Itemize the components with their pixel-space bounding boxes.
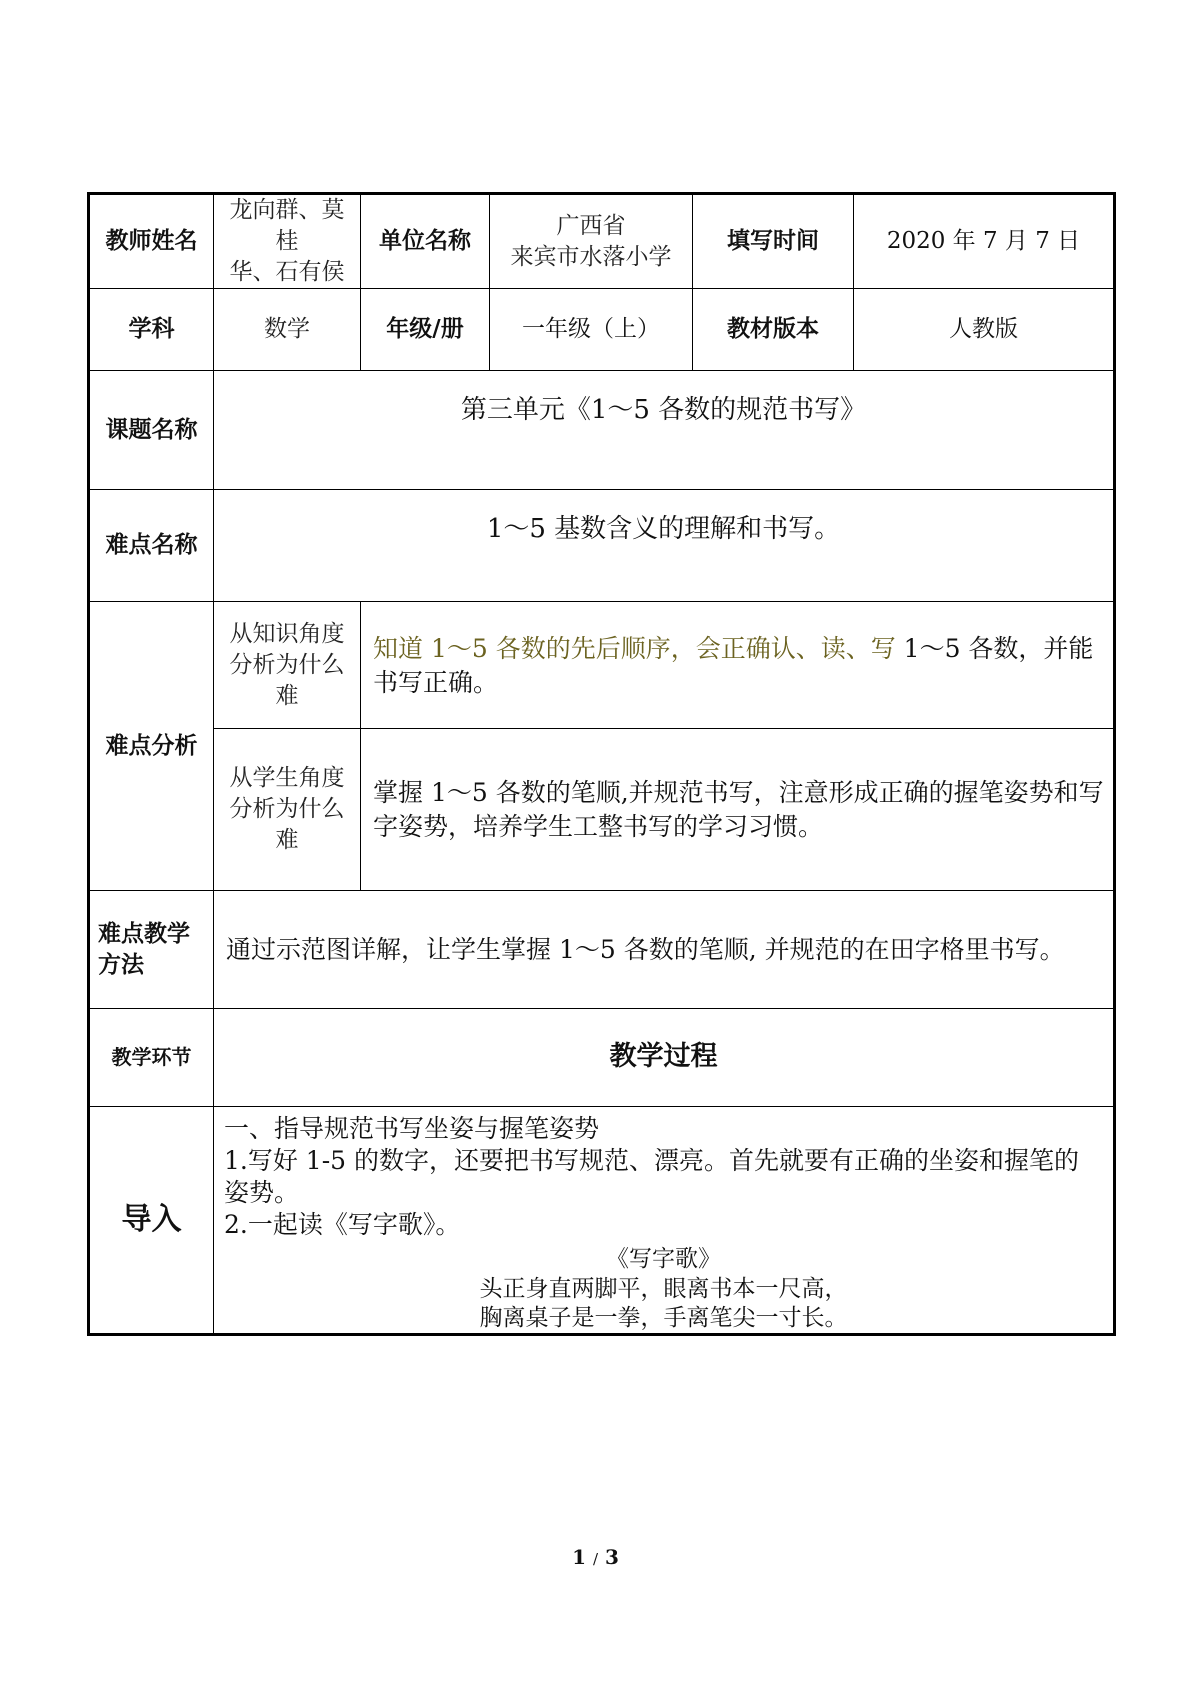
intro-row [89,1107,1115,1335]
unit-label: 单位名称 [361,194,490,289]
intro-line: 一、指导规范书写坐姿与握笔姿势 [224,1114,600,1144]
date-value: 2020 年 7 月 7 日 [854,194,1115,289]
intro-content [214,1107,1115,1335]
page-total: 3 [605,1545,619,1569]
knowledge-perspective-label [214,602,361,729]
knowledge-text-rest: 1～5 各数，并能书写正确。 [373,634,1094,697]
teacher-value-line: 龙向群、莫桂 [229,197,345,255]
poem-line: 头正身直两脚平，眼离书本一尺高， [479,1275,848,1302]
knowledge-label-line: 难 [275,682,299,709]
page-indicator [0,1545,1191,1569]
difficulty-label: 难点名称 [89,490,214,602]
student-label-line: 难 [275,827,299,854]
intro-label: 导入 [89,1107,214,1335]
student-analysis-text: 掌握 1～5 各数的笔顺,并规范书写，注意形成正确的握笔姿势和写字姿势，培养学生工整书写的学习习惯。 [361,729,1115,891]
unit-value-line: 来宾市水落小学 [510,243,672,270]
analysis-row-student [89,729,1115,891]
knowledge-label-line: 分析为什么 [229,651,345,678]
method-label [89,891,214,1009]
process-label: 教学环节 [89,1009,214,1107]
method-label-line: 方法 [98,951,144,978]
grade-label: 年级/册 [361,289,490,371]
process-heading: 教学过程 [214,1009,1115,1107]
method-row [89,891,1115,1009]
topic-value: 第三单元《1～5 各数的规范书写》 [214,371,1115,490]
topic-label: 课题名称 [89,371,214,490]
header-row-1 [89,194,1115,289]
difficulty-value: 1～5 基数含义的理解和书写。 [214,490,1115,602]
intro-line: 1.写好 1-5 的数字，还要把书写规范、漂亮。首先就要有正确的坐姿和握笔的姿势。 [224,1146,1080,1208]
topic-row [89,371,1115,490]
page-separator: / [592,1550,599,1568]
teacher-value [214,194,361,289]
edition-label: 教材版本 [693,289,854,371]
grade-value: 一年级（上） [490,289,693,371]
poem-title: 《写字歌》 [606,1246,721,1273]
knowledge-analysis-text [361,602,1115,729]
teacher-label: 教师姓名 [89,194,214,289]
analysis-label: 难点分析 [89,602,214,891]
knowledge-text-highlight: 知道 1～5 各数的先后顺序，会正确认、读、写 [373,634,896,664]
edition-value: 人教版 [854,289,1115,371]
analysis-row-knowledge [89,602,1115,729]
student-perspective-label [214,729,361,891]
poem-line: 胸离桌子是一拳，手离笔尖一寸长。 [479,1305,848,1332]
lesson-plan-table [87,192,1116,1336]
teacher-value-line: 华、石有侯 [229,259,345,286]
difficulty-row [89,490,1115,602]
student-label-line: 分析为什么 [229,796,345,823]
intro-line: 2.一起读《写字歌》。 [224,1210,461,1240]
unit-value [490,194,693,289]
unit-value-line: 广西省 [556,212,626,239]
header-row-2 [89,289,1115,371]
student-label-line: 从学生角度 [229,765,345,792]
process-row [89,1009,1115,1107]
method-text: 通过示范图详解，让学生掌握 1～5 各数的笔顺, 并规范的在田字格里书写。 [214,891,1115,1009]
method-label-line: 难点教学 [98,920,190,947]
page-current: 1 [572,1545,586,1569]
subject-value: 数学 [214,289,361,371]
knowledge-label-line: 从知识角度 [229,620,345,647]
date-label: 填写时间 [693,194,854,289]
subject-label: 学科 [89,289,214,371]
